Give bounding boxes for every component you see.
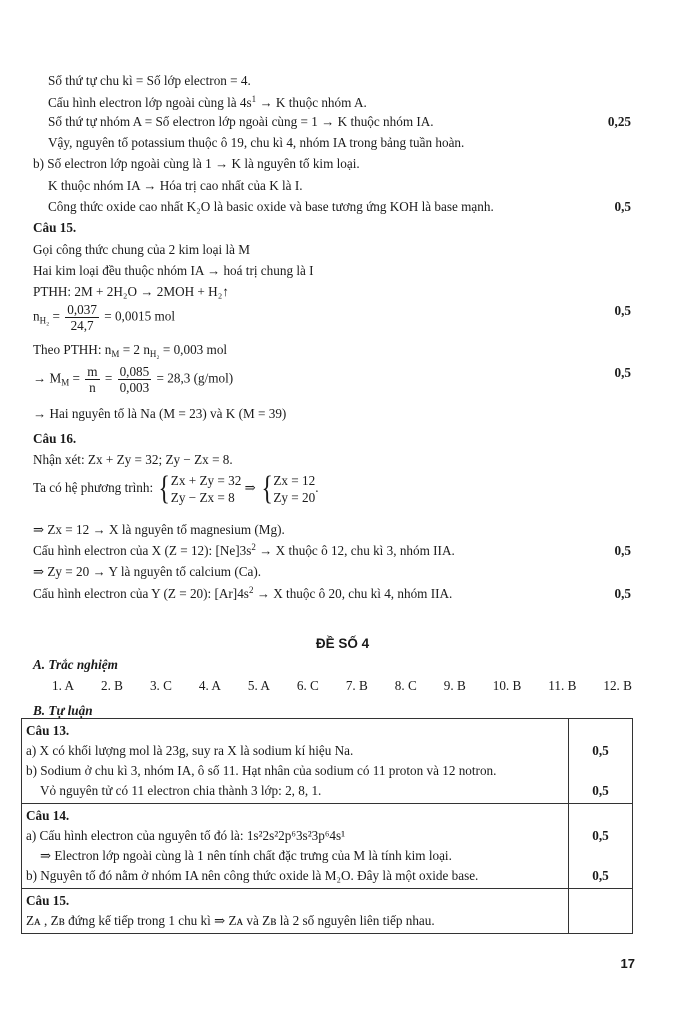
answer-key (52, 678, 632, 694)
answer: 4. A (198, 678, 221, 693)
page-number: 17 (620, 956, 635, 971)
answer: 3. C (149, 678, 172, 693)
answer: 7. B (345, 678, 368, 693)
formula-nh2: $n_{H_2}$ = $\frac{0,037}{24,7}$ = 0,0015 mol (33, 302, 176, 333)
text-line: Hai kim loại đều thuộc nhóm IA → hoá trị chung là I (33, 263, 314, 278)
answer: 6. C (296, 678, 319, 693)
text-line: Số thứ tự nhóm A = Số electron lớp ngoài cùng = 1 → K thuộc nhóm IA. (48, 114, 434, 129)
score: 0,25 (607, 114, 631, 129)
text-line: → Hai nguyên tố là Na (M = 23) và K (M = 39) (33, 406, 287, 421)
score: 0,5 (614, 303, 631, 318)
answer: 8. C (394, 678, 417, 693)
text-line: Cấu hình electron lớp ngoài cùng là $4s^1 \to K$ thuộc nhóm A. (48, 94, 367, 110)
score: 0,5 (614, 543, 631, 558)
answer: 11. B (548, 678, 577, 693)
text-line: Công thức oxide cao nhất K₂O là basic oxide và base tương ứng KOH là base mạnh. (48, 199, 494, 214)
question-title: Câu 16. (33, 431, 77, 446)
answer-table (21, 718, 633, 934)
score: 0,5 (614, 365, 631, 380)
table-row (22, 719, 633, 804)
text-line: Cấu hình electron của Y (Z = 20): $[Ar]4s^2 \to X$ thuộc ô 20, chu kì 4, nhóm IIA. (33, 585, 453, 601)
brace: { (261, 470, 273, 507)
text-line: K thuộc nhóm IA → Hóa trị cao nhất của K là I. (48, 178, 303, 193)
question-title: Câu 15. (33, 220, 77, 235)
text-line: Gọi công thức chung của 2 kim loại là M (33, 242, 251, 257)
score-cell: 0,5 0,5 (569, 804, 633, 889)
exam-heading: ĐỀ SỐ 4 (315, 636, 370, 651)
answer: 10. B (492, 678, 522, 693)
text-line: ⇒ Zx = 12 → X là nguyên tố magnesium (Mg). (33, 522, 285, 537)
text-line: Cấu hình electron của X (Z = 12): $[Ne]3s^2 \to X$ thuộc ô 12, chu kì 3, nhóm IIA. (33, 542, 455, 558)
answer: 1. A (52, 678, 74, 693)
table-cell: Câu 13. a) X có khối lượng mol là 23g, suy ra X là sodium kí hiệu Na. b) Sodium ở chu kì 3, nhóm IA, ô số 11. Hạt nhân của sodium có 11 proton và 12 notron. Vỏ nguyên tử có 11 electron chia thành 3 lớp: 2, 8, 1. (22, 719, 569, 804)
formula-molar-mass: → $M_M$ = $\frac{m}{n}$ = $\frac{0,085}{0,003}$ = 28,3 (g/mol) (33, 364, 234, 395)
text-line: b) Số electron lớp ngoài cùng là 1 → K là nguyên tố kim loại. (33, 156, 360, 171)
text-line: Nhận xét: Zx + Zy = 32; Zy − Zx = 8. (33, 452, 233, 467)
equation-system: Ta có hệ phương trình: { Zx + Zy = 32 Zy − Zx = 8 ⇒ { Zx = 12 Zy = 20 . (33, 470, 319, 507)
answer: 12. B (603, 678, 632, 693)
section-b-heading: B. Tự luận (33, 703, 93, 718)
table-cell: Câu 15. Zᴀ , Zʙ đứng kế tiếp trong 1 chu kì ⇒ Zᴀ và Zʙ là 2 số nguyên liên tiếp nhau. (22, 889, 569, 934)
text-line: Vậy, nguyên tố potassium thuộc ô 19, chu kì 4, nhóm IA trong bảng tuần hoàn. (48, 135, 465, 150)
table-row (22, 889, 633, 934)
table-cell: Câu 14. a) Cấu hình electron của nguyên tố đó là: 1s²2s²2p⁶3s²3p⁶4s¹ ⇒ Electron lớp ngoài cùng là 1 nên tính chất đặc trưng của M là tính kim loại. b) Nguyên tố đó nằm ở nhóm IA nên công thức oxide là M₂O. Đây là một oxide base. (22, 804, 569, 889)
brace: { (158, 470, 171, 507)
answer: 2. B (100, 678, 123, 693)
section-a-heading: A. Trắc nghiệm (33, 657, 118, 672)
score: 0,5 (614, 586, 631, 601)
text-line: PTHH: 2M + 2H₂O → 2MOH + H₂↑ (33, 284, 229, 299)
answer: 9. B (443, 678, 466, 693)
score: 0,5 (614, 199, 631, 214)
text-line: Số thứ tự chu kì = Số lớp electron = 4. (48, 73, 251, 88)
score-cell (569, 889, 633, 934)
score-cell: 0,5 0,5 (569, 719, 633, 804)
text-line: Theo PTHH: $n_M = 2$ $n_{H_2} = 0,003$ mol (33, 342, 228, 359)
table-row (22, 804, 633, 889)
text-line: ⇒ Zy = 20 → Y là nguyên tố calcium (Ca). (33, 564, 262, 579)
answer: 5. A (247, 678, 270, 693)
